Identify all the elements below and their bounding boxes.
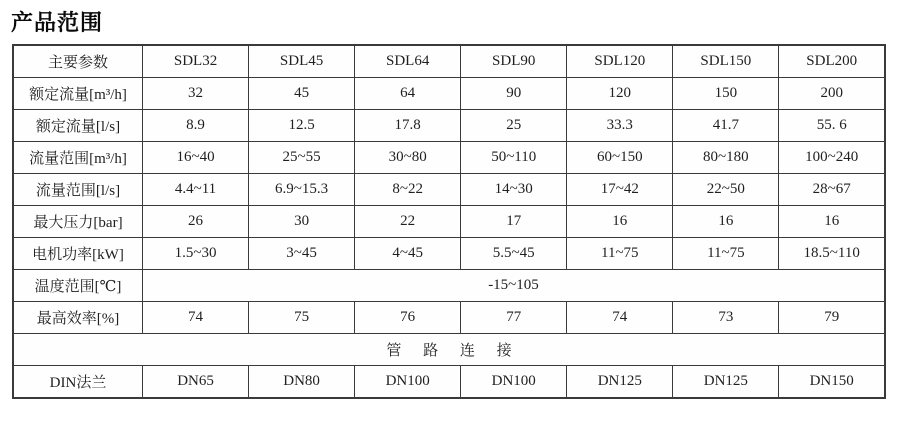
model-header: SDL120	[567, 45, 673, 78]
cell: 41.7	[673, 110, 779, 142]
cell: DN100	[355, 366, 461, 399]
model-header: SDL150	[673, 45, 779, 78]
model-header: SDL64	[355, 45, 461, 78]
cell: 50~110	[461, 142, 567, 174]
cell: 17~42	[567, 174, 673, 206]
cell: DN150	[779, 366, 885, 399]
cell: DN80	[249, 366, 355, 399]
cell: 45	[249, 78, 355, 110]
table-row-flow-range-ls	[13, 174, 885, 206]
cell: 30	[249, 206, 355, 238]
cell: 18.5~110	[779, 238, 885, 270]
cell: DN100	[461, 366, 567, 399]
table-row-motor-power	[13, 238, 885, 270]
cell: 11~75	[567, 238, 673, 270]
model-header: SDL200	[779, 45, 885, 78]
cell: 77	[461, 302, 567, 334]
pipe-connection-merged-cell: 管 路 连 接	[13, 334, 885, 366]
cell: 25	[461, 110, 567, 142]
table-row-pipe-connection	[13, 334, 885, 366]
cell: 6.9~15.3	[249, 174, 355, 206]
cell: DN65	[143, 366, 249, 399]
row-label: 电机功率[kW]	[13, 238, 143, 270]
corner-label: 主要参数	[13, 45, 143, 78]
cell: 200	[779, 78, 885, 110]
table-row-max-efficiency	[13, 302, 885, 334]
cell: 120	[567, 78, 673, 110]
row-label: DIN法兰	[13, 366, 143, 399]
product-range-table	[12, 44, 886, 399]
cell: 80~180	[673, 142, 779, 174]
table-row-max-pressure	[13, 206, 885, 238]
cell: DN125	[567, 366, 673, 399]
cell: 150	[673, 78, 779, 110]
table-row-flow-range-m3h	[13, 142, 885, 174]
cell: DN125	[673, 366, 779, 399]
cell: 8.9	[143, 110, 249, 142]
cell: 17	[461, 206, 567, 238]
table-row-rated-flow-ls	[13, 110, 885, 142]
cell: 26	[143, 206, 249, 238]
row-label: 最大压力[bar]	[13, 206, 143, 238]
cell: 14~30	[461, 174, 567, 206]
cell: 74	[143, 302, 249, 334]
cell: 5.5~45	[461, 238, 567, 270]
table-row-temperature-range	[13, 270, 885, 302]
table-row-din-flange	[13, 366, 885, 399]
row-label: 流量范围[l/s]	[13, 174, 143, 206]
cell: 55. 6	[779, 110, 885, 142]
cell: 17.8	[355, 110, 461, 142]
cell: 90	[461, 78, 567, 110]
cell: 16	[779, 206, 885, 238]
cell: 16	[567, 206, 673, 238]
model-header: SDL90	[461, 45, 567, 78]
table-row-rated-flow-m3h	[13, 78, 885, 110]
model-header: SDL32	[143, 45, 249, 78]
cell: 74	[567, 302, 673, 334]
row-label: 流量范围[m³/h]	[13, 142, 143, 174]
cell: 22~50	[673, 174, 779, 206]
cell: 11~75	[673, 238, 779, 270]
cell: 75	[249, 302, 355, 334]
cell: 73	[673, 302, 779, 334]
cell: 25~55	[249, 142, 355, 174]
cell: 33.3	[567, 110, 673, 142]
row-label: 最高效率[%]	[13, 302, 143, 334]
cell: 22	[355, 206, 461, 238]
cell: 8~22	[355, 174, 461, 206]
cell: 79	[779, 302, 885, 334]
model-header: SDL45	[249, 45, 355, 78]
cell: 60~150	[567, 142, 673, 174]
row-label: 额定流量[l/s]	[13, 110, 143, 142]
temperature-merged-cell: -15~105	[143, 270, 886, 302]
cell: 4~45	[355, 238, 461, 270]
cell: 28~67	[779, 174, 885, 206]
cell: 76	[355, 302, 461, 334]
cell: 1.5~30	[143, 238, 249, 270]
row-label: 额定流量[m³/h]	[13, 78, 143, 110]
cell: 12.5	[249, 110, 355, 142]
cell: 64	[355, 78, 461, 110]
page-title: 产品范围	[11, 11, 104, 36]
cell: 30~80	[355, 142, 461, 174]
cell: 16	[673, 206, 779, 238]
cell: 3~45	[249, 238, 355, 270]
cell: 32	[143, 78, 249, 110]
cell: 4.4~11	[143, 174, 249, 206]
cell: 16~40	[143, 142, 249, 174]
cell: 100~240	[779, 142, 885, 174]
table-header-row	[13, 45, 885, 78]
row-label: 温度范围[℃]	[13, 270, 143, 302]
